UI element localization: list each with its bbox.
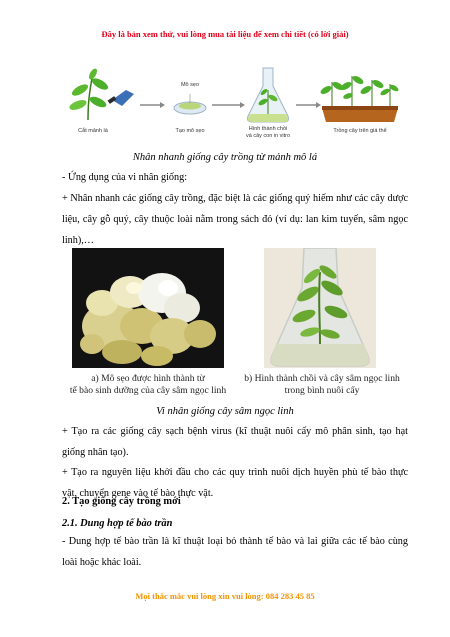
arrow-icon xyxy=(296,102,321,108)
step-label-shoot-line2: và cây con in vitro xyxy=(245,133,291,139)
arrow-icon xyxy=(212,102,245,108)
arrow-icon xyxy=(140,102,165,108)
paragraph-rapid-propagation: + Nhân nhanh các giống cây trồng, đặc biệt là các giống quý hiếm như các cây dược liệu, cây gỗ quý, cây thuộc loài nằm trong sách đỏ (ví dụ: lan kim tuyến, sâm ngọc linh),… xyxy=(62,193,408,246)
step-label-callus: Tạo mô sẹo xyxy=(175,128,205,134)
petri-dish-icon xyxy=(174,94,206,114)
step-label-planting: Trồng cây trên giá thể xyxy=(333,128,387,134)
photo-a-caption-line1: a) Mô sẹo được hình thành từ xyxy=(91,373,205,384)
callus-photo xyxy=(72,248,224,368)
photo-a-caption xyxy=(62,373,234,397)
diagram-caption: Nhân nhanh giống cây trồng từ mảnh mô lá xyxy=(132,152,318,163)
section-heading-new-varieties: 2. Tạo giống cây trồng mới xyxy=(62,496,181,507)
leaf-plant-icon xyxy=(68,67,110,120)
application-intro: - Ứng dụng của vi nhân giống: xyxy=(62,172,188,183)
paragraph-protoplast-fusion: - Dung hợp tế bào trần là kĩ thuật loại bỏ thành tế bào và lai giữa các tế bào cùng loài hoặc khác loài. xyxy=(62,536,408,568)
preview-notice: Đây là bản xem thử, vui lòng mua tài liệu để xem chi tiết (có lời giải) xyxy=(101,29,349,39)
flask-photo xyxy=(264,248,376,368)
gloved-hand-icon xyxy=(108,90,134,106)
step-label-shoot-line1: Hình thành chồi xyxy=(248,126,288,132)
propagation-diagram xyxy=(60,60,400,140)
photo-a-caption-line2: tế bào sinh dưỡng của cây sâm ngọc linh xyxy=(69,385,227,396)
subsection-heading-protoplast-fusion: 2.1. Dung hợp tế bào trần xyxy=(62,518,173,529)
photos-caption: Vi nhân giống cây sâm ngọc linh xyxy=(156,406,294,417)
step-label-cut-leaf: Cắt mảnh lá xyxy=(78,128,108,134)
culture-flask-icon xyxy=(248,68,289,122)
culture-flask-image xyxy=(264,248,376,368)
paragraph-virus-free: + Tạo ra các giống cây sạch bệnh virus (kĩ thuật nuôi cấy mô phân sinh, tạo hạt giống nhân tạo). xyxy=(62,426,408,458)
paragraph-suspension-culture: + Tạo ra nguyên liệu khởi đầu cho các quy trình nuôi dịch huyền phù tế bào thực vật, chuyển gene vào tế bào thực vật. xyxy=(62,467,408,499)
photo-b-caption-line2: trong bình nuôi cấy xyxy=(284,385,360,396)
step-label-shoot xyxy=(236,126,300,140)
planter-box-icon xyxy=(319,74,399,122)
contact-notice: Mọi thắc mắc vui lòng xin vui lòng: 084 283 45 85 xyxy=(135,591,315,601)
photo-b-caption-line1: b) Hình thành chồi và cây sâm ngọc linh xyxy=(244,373,400,384)
step-top-label-callus: Mô sẹo xyxy=(180,82,200,88)
callus-mass-image xyxy=(80,273,216,366)
photo-b-caption xyxy=(236,373,408,397)
